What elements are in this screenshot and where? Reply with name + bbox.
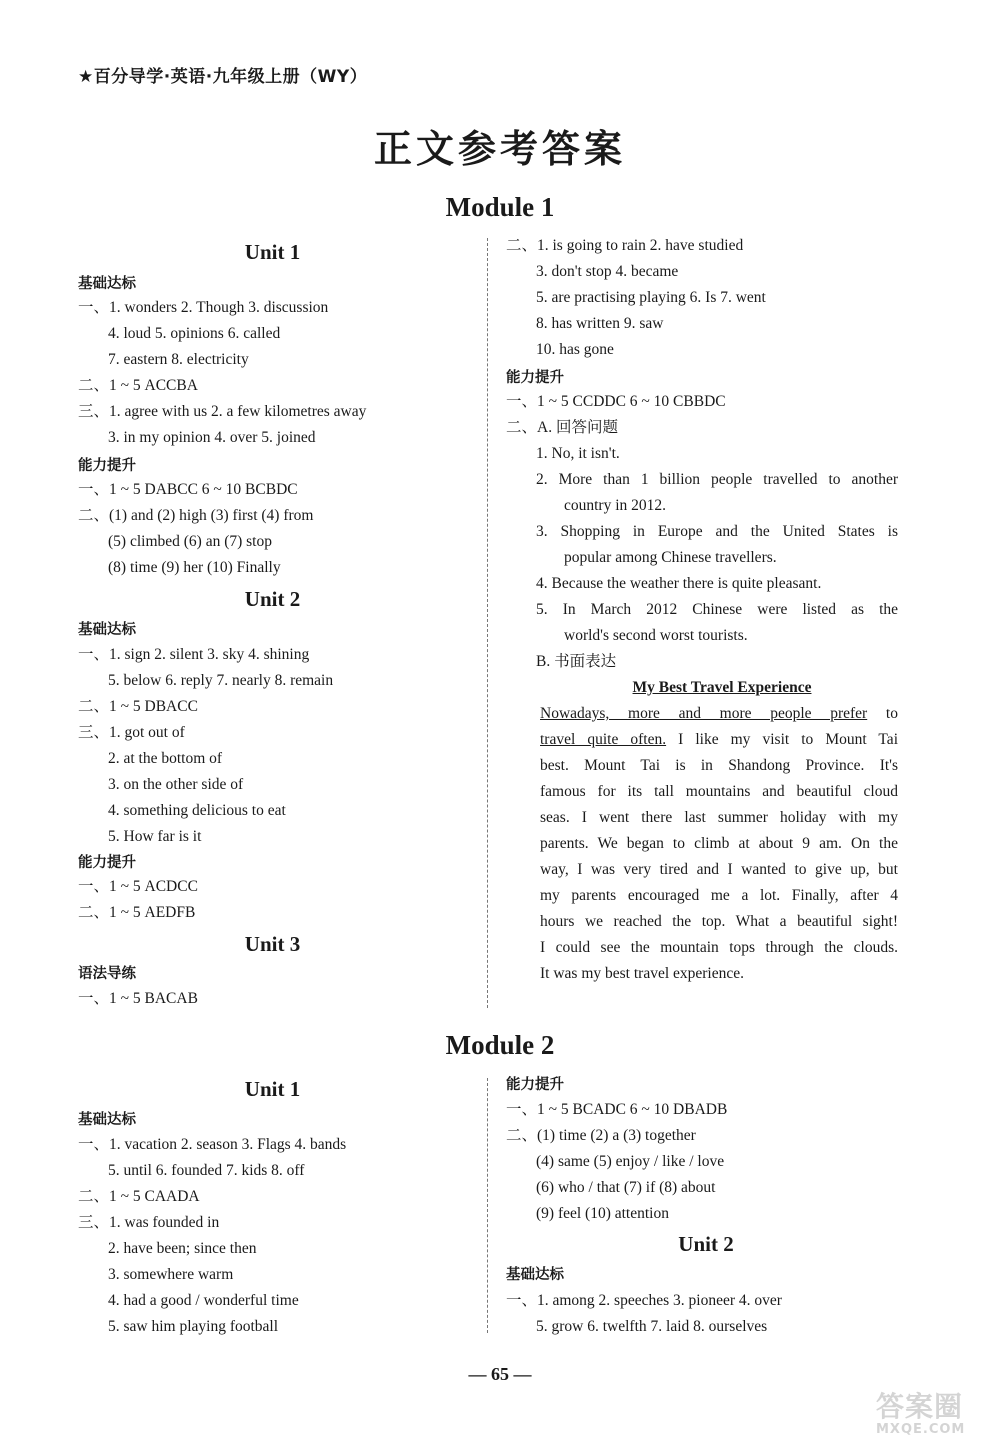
section-heading: 基础达标 — [78, 622, 136, 638]
book-header: ★百分导学·英语·九年级上册（WY） — [78, 67, 368, 87]
section-heading: 语法导练 — [78, 966, 136, 982]
answer-line: 一、1 ~ 5 DABCC 6 ~ 10 BCBDC — [78, 481, 298, 498]
answer-line: (9) feel (10) attention — [536, 1205, 669, 1222]
unit-2-heading: Unit 2 — [678, 1232, 734, 1256]
answer-line: (4) same (5) enjoy / like / love — [536, 1153, 725, 1170]
answer-line: 一、1 ~ 5 BCADC 6 ~ 10 DBADB — [506, 1101, 728, 1118]
essay-line: parents. We began to climb at about 9 am. On the — [540, 835, 898, 852]
answer-line: 二、A. 回答问题 — [506, 419, 618, 436]
answer-line: 3. in my opinion 4. over 5. joined — [108, 429, 316, 446]
answer-line: 三、1. was founded in — [78, 1214, 220, 1231]
essay-text: to — [867, 705, 898, 722]
watermark-logo — [876, 1392, 986, 1440]
watermark-logo-text: 答案圈 — [876, 1390, 964, 1423]
answer-line: 1. No, it isn't. — [536, 445, 620, 462]
section-heading: 能力提升 — [506, 1077, 564, 1093]
answer-line: 5. In March 2012 Chinese were listed as the — [536, 601, 898, 618]
answer-line: 10. has gone — [536, 341, 614, 358]
answer-line: 4. something delicious to eat — [108, 802, 286, 819]
answer-line: 2. have been; since then — [108, 1240, 257, 1257]
answer-line: 8. has written 9. saw — [536, 315, 664, 332]
unit-2-heading: Unit 2 — [244, 587, 301, 611]
essay-line: seas. I went there last summer holiday with my — [540, 809, 898, 826]
answer-line: 2. More than 1 billion people travelled to another — [536, 471, 898, 488]
section-heading: 能力提升 — [78, 458, 136, 474]
unit-1-heading: Unit 1 — [244, 1077, 301, 1101]
answer-line: 5. below 6. reply 7. nearly 8. remain — [108, 672, 334, 689]
essay-underlined-text: Nowadays, more and more people prefer — [540, 705, 868, 722]
answer-line: 二、(1) and (2) high (3) first (4) from — [78, 507, 314, 524]
answer-line: 一、1. sign 2. silent 3. sky 4. shining — [78, 646, 310, 663]
answer-line: B. 书面表达 — [536, 653, 617, 670]
essay-line: hours we reached the top. What a beautiful sight! — [540, 913, 898, 930]
essay-line: It was my best travel experience. — [540, 965, 744, 982]
essay-title: My Best Travel Experience — [632, 679, 812, 696]
section-heading: 能力提升 — [506, 370, 564, 386]
answer-line: 3. Shopping in Europe and the United States is — [536, 523, 898, 540]
answer-line: 5. How far is it — [108, 828, 202, 845]
answer-line: 二、1 ~ 5 ACCBA — [78, 377, 198, 394]
column-divider — [487, 238, 488, 1008]
essay-text: I like my visit to Mount Tai — [666, 731, 898, 748]
answer-line: country in 2012. — [564, 497, 667, 514]
unit-3-heading: Unit 3 — [244, 932, 301, 956]
answer-line: 4. Because the weather there is quite pleasant. — [536, 575, 822, 592]
section-heading: 基础达标 — [506, 1267, 564, 1283]
answer-line: 二、1 ~ 5 AEDFB — [78, 904, 196, 921]
answer-line: 三、1. agree with us 2. a few kilometres away — [78, 403, 367, 420]
answer-line: 一、1. vacation 2. season 3. Flags 4. bands — [78, 1136, 347, 1153]
answer-line: 二、1 ~ 5 CAADA — [78, 1188, 200, 1205]
answer-line: 4. had a good / wonderful time — [108, 1292, 299, 1309]
answer-line: 一、1 ~ 5 CCDDC 6 ~ 10 CBBDC — [506, 393, 726, 410]
answer-line: world's second worst tourists. — [564, 627, 748, 644]
section-heading: 能力提升 — [78, 855, 136, 871]
answer-line: 一、1 ~ 5 ACDCC — [78, 878, 198, 895]
essay-line: best. Mount Tai is in Shandong Province. It's — [540, 757, 898, 774]
essay-line: way, I was very tired and I wanted to give up, but — [540, 861, 898, 878]
answer-line: 二、1. is going to rain 2. have studied — [506, 237, 744, 254]
answer-line: 一、1 ~ 5 BACAB — [78, 990, 198, 1007]
essay-line: famous for its tall mountains and beautiful cloud — [540, 783, 898, 800]
answer-line: popular among Chinese travellers. — [564, 549, 777, 566]
answer-line: (5) climbed (6) an (7) stop — [108, 533, 272, 550]
answer-line: 二、1 ~ 5 DBACC — [78, 698, 198, 715]
essay-underlined-text: travel quite often. — [540, 731, 667, 748]
essay-line: my parents encouraged me a lot. Finally, after 4 — [540, 887, 898, 904]
answer-line: 5. grow 6. twelfth 7. laid 8. ourselves — [536, 1318, 768, 1335]
module-1-title: Module 1 — [445, 192, 555, 222]
answer-line: 5. saw him playing football — [108, 1318, 279, 1335]
column-divider — [487, 1078, 488, 1333]
essay-line — [540, 730, 898, 750]
answer-line: 5. until 6. founded 7. kids 8. off — [108, 1162, 305, 1179]
page-title: 正文参考答案 — [373, 127, 626, 171]
module-2-title: Module 2 — [445, 1030, 555, 1060]
unit-1-heading: Unit 1 — [244, 240, 301, 264]
answer-line: 3. somewhere warm — [108, 1266, 234, 1283]
essay-line: I could see the mountain tops through the clouds. — [540, 939, 898, 956]
answer-line: 4. loud 5. opinions 6. called — [108, 325, 281, 342]
answer-line: (6) who / that (7) if (8) about — [536, 1179, 716, 1196]
section-heading: 基础达标 — [78, 1112, 136, 1128]
answer-line: 3. don't stop 4. became — [536, 263, 679, 280]
page-number: — 65 — — [468, 1364, 532, 1384]
answer-line: 三、1. got out of — [78, 724, 185, 741]
answer-line: 3. on the other side of — [108, 776, 244, 793]
answer-line: (8) time (9) her (10) Finally — [108, 559, 281, 576]
section-heading: 基础达标 — [78, 276, 136, 292]
answer-line: 2. at the bottom of — [108, 750, 223, 767]
answer-line: 一、1. among 2. speeches 3. pioneer 4. over — [506, 1292, 782, 1309]
watermark-url: MXQE.COM — [876, 1422, 966, 1437]
answer-line: 5. are practising playing 6. Is 7. went — [536, 289, 766, 306]
answer-line: 二、(1) time (2) a (3) together — [506, 1127, 696, 1144]
answer-line: 7. eastern 8. electricity — [108, 351, 249, 368]
answer-line: 一、1. wonders 2. Though 3. discussion — [78, 299, 329, 316]
essay-line — [540, 704, 898, 724]
